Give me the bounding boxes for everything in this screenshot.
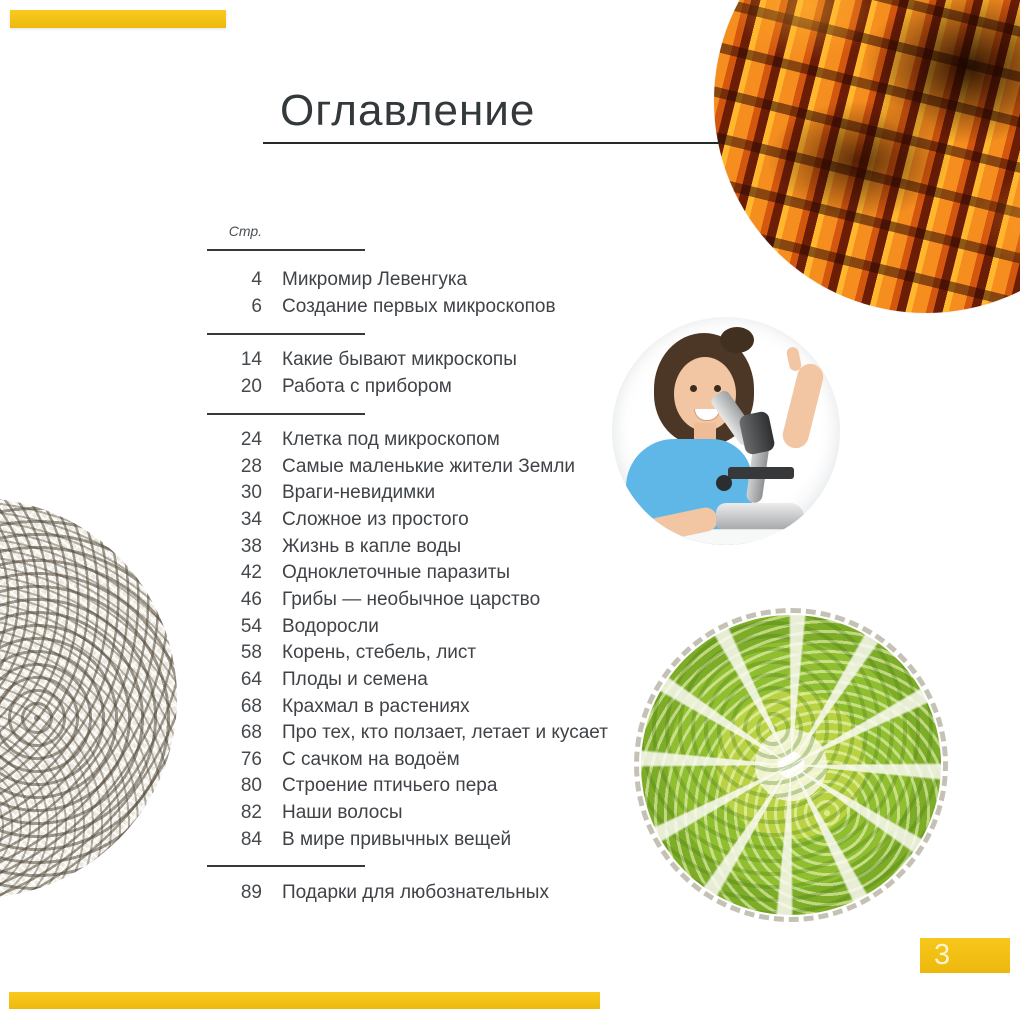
toc-entry-label: В мире привычных вещей: [282, 828, 512, 850]
title-underline: [263, 142, 721, 144]
toc-page-number: 82: [240, 802, 262, 824]
toc-entry-label: Подарки для любознательных: [282, 882, 549, 904]
toc-entry-label: Про тех, кто ползает, летает и кусает: [282, 722, 608, 744]
toc-row: [207, 880, 667, 907]
toc-entry-label: Корень, стебель, лист: [282, 642, 477, 664]
toc-section-divider: [207, 320, 667, 347]
toc-row: [207, 374, 667, 401]
toc-page-number: 24: [240, 429, 262, 451]
toc-row: [207, 693, 667, 720]
toc-page-number: 68: [240, 695, 262, 717]
toc-row: [207, 560, 667, 587]
toc-row: [207, 826, 667, 853]
toc-page-number: 80: [240, 775, 262, 797]
toc-entry-label: Плоды и семена: [282, 668, 428, 690]
toc-row: [207, 747, 667, 774]
toc-entry-label: Сложное из простого: [282, 509, 469, 531]
toc-row: [207, 427, 667, 454]
toc-section-divider: [207, 853, 667, 880]
toc-page-number: 20: [240, 375, 262, 397]
toc-page-number: 89: [240, 882, 262, 904]
toc-header-rule: [207, 249, 365, 251]
girl-thumb: [786, 346, 803, 372]
toc-page-number: 42: [240, 562, 262, 584]
microscope-stage: [728, 467, 794, 479]
toc-row: [207, 533, 667, 560]
green-alga-image: [641, 615, 941, 915]
toc-column-header: Стр.: [228, 223, 262, 239]
toc-row: [207, 800, 667, 827]
girl-eye: [690, 385, 697, 392]
divider-line: [207, 333, 365, 335]
toc-page-number: 34: [240, 509, 262, 531]
toc-row: [207, 267, 667, 294]
divider-line: [207, 865, 365, 867]
toc-entry-label: Создание первых микроскопов: [282, 295, 556, 317]
butterfly-wing-scales-image: [714, 0, 1020, 313]
microscope-head: [738, 410, 776, 455]
toc-page-number: 68: [240, 722, 262, 744]
page-number: 3: [934, 939, 951, 971]
toc-entry-label: С сачком на водоём: [282, 748, 460, 770]
toc-row: [207, 347, 667, 374]
toc-row: [207, 667, 667, 694]
toc-row: [207, 294, 667, 321]
toc-list: [207, 267, 667, 906]
toc-entry-label: Наши волосы: [282, 802, 403, 824]
toc-entry-label: Враги-невидимки: [282, 482, 436, 504]
sponge-texture-image: [0, 498, 177, 898]
girl-thumbs-up-arm: [780, 361, 826, 451]
toc-row: [207, 480, 667, 507]
toc-page-number: 46: [240, 589, 262, 610]
toc-page-number: 38: [240, 535, 262, 557]
microscope-focus-knob: [716, 475, 732, 491]
toc-row: [207, 720, 667, 747]
toc-page-number: 4: [251, 269, 262, 291]
microscope-base: [716, 503, 804, 529]
divider-line: [207, 413, 365, 415]
page-title: Оглавление: [280, 86, 536, 135]
toc-page-number: 6: [251, 295, 262, 317]
toc-page-number: 54: [240, 615, 262, 637]
toc-row: [207, 453, 667, 480]
toc-row: [207, 507, 667, 534]
toc-row: [207, 640, 667, 667]
toc-entry-label: Крахмал в растениях: [282, 695, 470, 717]
page-number-box: [920, 938, 1010, 973]
toc-entry-label: Микромир Левенгука: [282, 269, 468, 291]
accent-bar-top: [10, 10, 226, 28]
accent-bar-bottom: [9, 992, 600, 1009]
toc-entry-label: Какие бывают микроскопы: [282, 349, 517, 371]
toc-page-number: 76: [240, 748, 262, 770]
toc-row: [207, 613, 667, 640]
toc-page-number: 64: [240, 668, 262, 690]
toc-entry-label: Жизнь в капле воды: [282, 535, 462, 557]
toc-row: [207, 587, 667, 614]
girl-with-microscope-image: [612, 317, 840, 545]
toc-entry-label: Грибы — необычное царство: [282, 589, 541, 610]
girl-hair-bun: [720, 327, 754, 353]
toc-entry-label: Водоросли: [282, 615, 379, 637]
toc-page-number: 14: [240, 349, 262, 371]
toc-page-number: 84: [240, 828, 262, 850]
toc-entry-label: Клетка под микроскопом: [282, 429, 500, 451]
toc-entry-label: Строение птичьего пера: [282, 775, 498, 797]
toc-entry-label: Одноклеточные паразиты: [282, 562, 511, 584]
toc-entry-label: Самые маленькие жители Земли: [282, 455, 576, 477]
toc-page-number: 30: [240, 482, 262, 504]
toc-page-number: 58: [240, 642, 262, 664]
toc-section-divider: [207, 400, 667, 427]
toc-page-number: 28: [240, 455, 262, 477]
toc-entry-label: Работа с прибором: [282, 375, 452, 397]
toc-row: [207, 773, 667, 800]
